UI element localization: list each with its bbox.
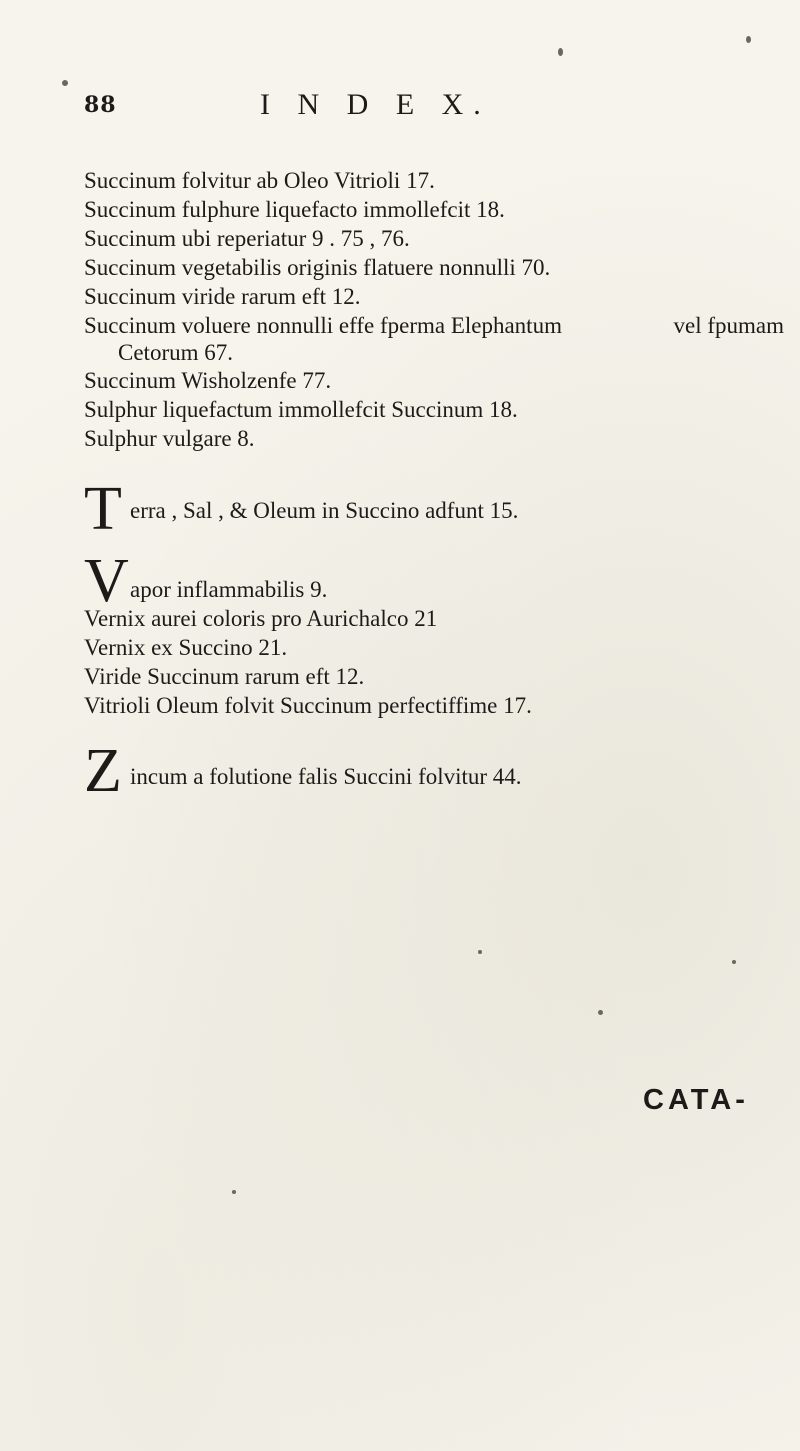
index-entry: erra , Sal , & Oleum in Succino adfunt 15. — [130, 498, 519, 523]
index-entry: Vernix aurei coloris pro Aurichalco 21 — [84, 606, 438, 631]
index-entry: apor inflammabilis 9. — [130, 577, 328, 602]
page-header — [84, 88, 644, 128]
paper-speck — [558, 48, 563, 56]
index-entry: Succinum fulphure liquefacto immollefcit 18. — [84, 197, 505, 222]
drop-initial-z: Z — [84, 737, 122, 805]
drop-initial-v: V — [84, 547, 129, 615]
index-entry: Succinum Wisholzenfe 77. — [84, 368, 332, 393]
index-entry-wrap: Cetorum 67. — [118, 340, 233, 365]
drop-initial-t: T — [84, 475, 122, 543]
running-title: I N D E X. — [260, 88, 491, 121]
index-entry-continuation: vel fpumam — [673, 313, 784, 338]
paper-speck — [62, 80, 68, 86]
index-entry: Succinum vegetabilis originis flatuere nonnulli 70. — [84, 255, 551, 280]
index-entry: Succinum folvitur ab Oleo Vitrioli 17. — [84, 168, 435, 193]
index-entry: Succinum ubi reperiatur 9 . 75 , 76. — [84, 226, 410, 251]
index-entry: Succinum viride rarum eft 12. — [84, 284, 361, 309]
paper-speck — [746, 36, 751, 43]
paper-speck — [598, 1010, 603, 1015]
index-entry: Sulphur liquefactum immollefcit Succinum 18. — [84, 397, 518, 422]
paper-speck — [478, 950, 482, 954]
index-entry: Viride Succinum rarum eft 12. — [84, 664, 365, 689]
index-entry: incum a folutione falis Succini folvitur 44. — [130, 764, 522, 789]
page-number: 88 — [84, 92, 117, 118]
index-entry: Vernix ex Succino 21. — [84, 635, 288, 660]
index-entry: Vitrioli Oleum folvit Succinum perfectiffime 17. — [84, 693, 532, 718]
catchword: CATA- — [643, 1084, 749, 1116]
index-entry: Sulphur vulgare 8. — [84, 426, 255, 451]
paper-speck — [732, 960, 736, 964]
index-entry: Succinum voluere nonnulli effe fperma Elephantum — [84, 313, 562, 338]
paper-speck — [232, 1190, 236, 1194]
